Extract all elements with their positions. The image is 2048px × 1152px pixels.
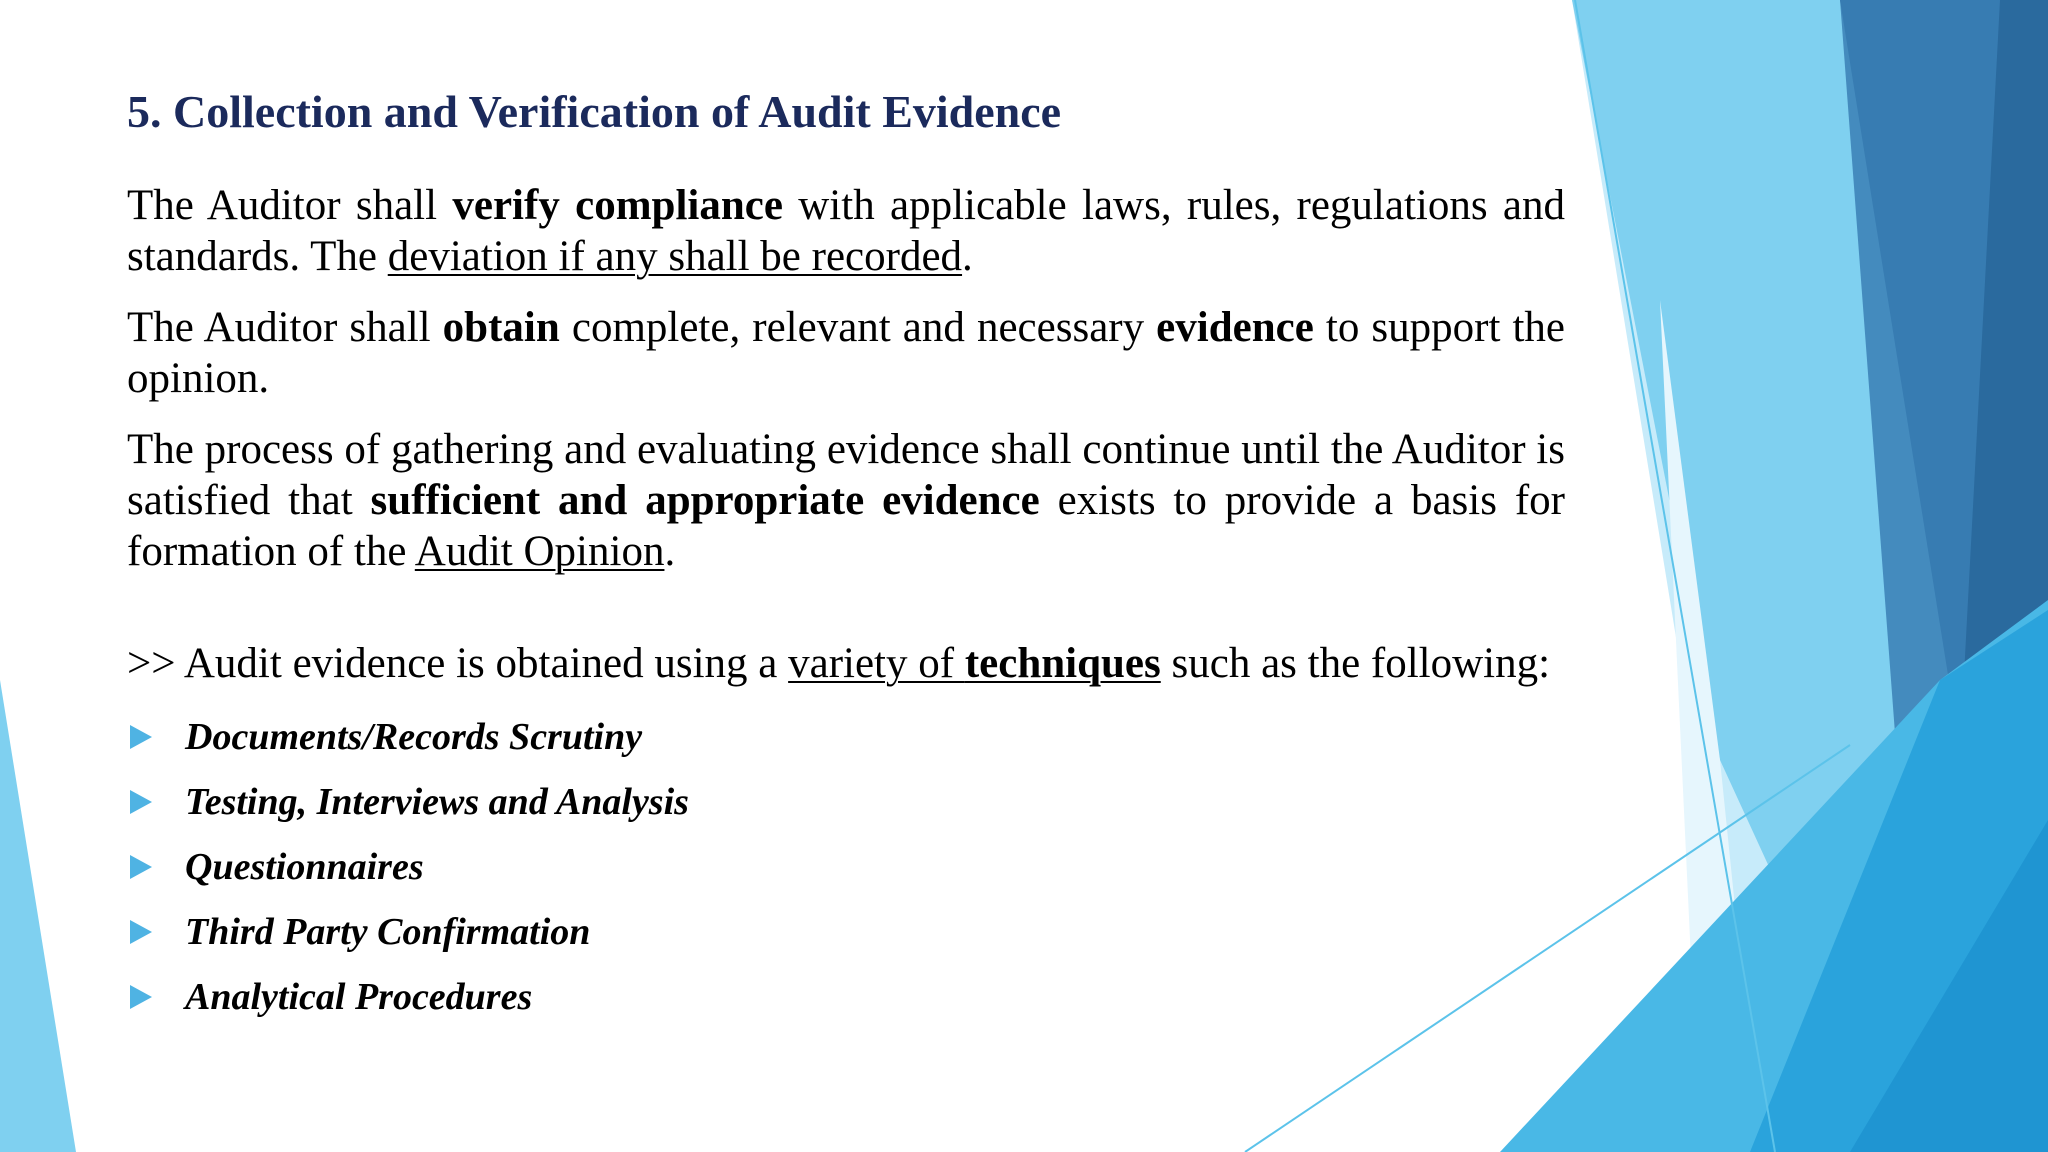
list-item-label: Testing, Interviews and Analysis bbox=[185, 781, 689, 823]
paragraph-techniques-intro bbox=[127, 638, 1565, 689]
list-item-label: Questionnaires bbox=[185, 846, 424, 888]
paragraph2-text-1: The Auditor shall bbox=[127, 304, 443, 351]
list-item-label: Documents/Records Scrutiny bbox=[185, 716, 643, 758]
paragraph3-text-2: exists to provide a basis for formation of the bbox=[127, 477, 1565, 575]
paragraph1-underline-1: deviation if any shall be recorded bbox=[387, 233, 963, 280]
slide-content bbox=[127, 82, 1565, 1030]
paragraph2-bold-1: obtain bbox=[442, 304, 560, 351]
paragraph4-underline-1: variety of bbox=[788, 640, 965, 687]
paragraph4-text-1: >> Audit evidence is obtained using a bbox=[127, 640, 789, 687]
list-item bbox=[127, 900, 1565, 965]
list-item-label: Analytical Procedures bbox=[185, 976, 533, 1018]
paragraph3-underline-1: Audit Opinion bbox=[414, 528, 665, 575]
triangle-bullet-icon bbox=[130, 985, 152, 1009]
paragraph1-text-1: The Auditor shall bbox=[127, 182, 453, 229]
paragraph4-text-2: such as the following: bbox=[1160, 640, 1551, 687]
list-item bbox=[127, 705, 1565, 770]
paragraph-gathering-process bbox=[127, 424, 1565, 577]
paragraph-obtain-evidence bbox=[127, 302, 1565, 404]
paragraph2-text-3: to support the opinion. bbox=[127, 304, 1565, 402]
list-item bbox=[127, 965, 1565, 1030]
paragraph4-underline-bold-1: techniques bbox=[964, 640, 1161, 687]
left-accent-shape bbox=[0, 680, 76, 1152]
triangle-bullet-icon bbox=[130, 920, 152, 944]
paragraph2-bold-2: evidence bbox=[1156, 304, 1314, 351]
paragraph-verify-compliance bbox=[127, 180, 1565, 282]
list-item-label: Third Party Confirmation bbox=[185, 911, 591, 953]
slide-title: 5. Collection and Verification of Audit Evidence bbox=[127, 86, 1062, 137]
paragraph1-bold-1: verify compliance bbox=[452, 182, 783, 229]
paragraph3-bold-1: sufficient and appropriate evidence bbox=[370, 477, 1040, 524]
list-item bbox=[127, 835, 1565, 900]
paragraph1-text-3: . bbox=[962, 233, 973, 280]
paragraph1-text-2: with applicable laws, rules, regulations and standards. The bbox=[127, 182, 1565, 280]
triangle-bullet-icon bbox=[130, 790, 152, 814]
triangle-bullet-icon bbox=[130, 855, 152, 879]
paragraph3-text-3: . bbox=[664, 528, 676, 575]
triangle-bullet-icon bbox=[130, 725, 152, 749]
paragraph3-text-1: The process of gathering and evaluating evidence shall continue until the Auditor is satisfied that bbox=[127, 426, 1565, 524]
list-item bbox=[127, 770, 1565, 835]
techniques-list bbox=[127, 705, 1565, 1030]
paragraph2-text-2: complete, relevant and necessary bbox=[559, 304, 1157, 351]
